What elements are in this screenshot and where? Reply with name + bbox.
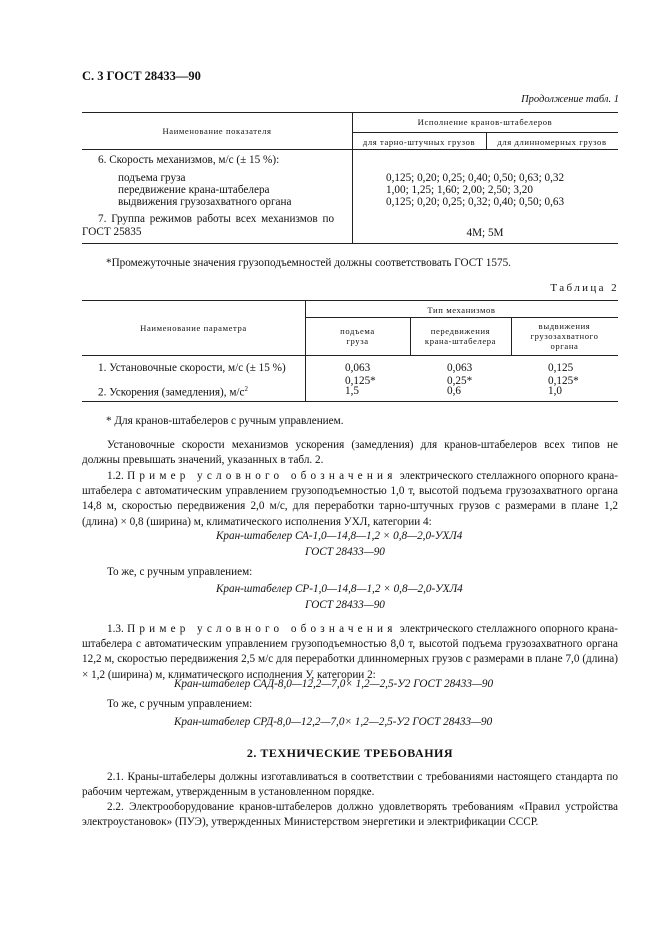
table-2-col-type: Тип механизмов	[427, 305, 496, 315]
clause-text: электрического стеллажного опорного крана-штабелера с автоматическим управлением грузоподъемностью 1,0 т, высотой подъема грузозахватного органа 14,8 м, скоростью передвижения 2,0 м/с, для переработки тарно-штучных грузов с размерами в плане 1,2 (длина) × 0,8 (ширина) м, климатического исполнения УХЛ, категории 4:	[82, 470, 618, 528]
table-1-col-design: Исполнение кранов-штабелеров	[417, 117, 553, 127]
table-1-head-rule	[82, 149, 618, 150]
table-2-row1-extend	[548, 362, 579, 388]
continuation-label: Продолжение табл. 1	[521, 94, 619, 105]
table-1-row6-label: 6. Скорость механизмов, м/с (± 15 %):	[98, 154, 280, 166]
paragraph-2-1: 2.1. Краны-штабелеры должны изготавливаться в соответствии с требованиями настоящего стандарта по рабочим чертежам, утвержденным в установленном порядке.	[82, 771, 618, 799]
table-2-mid-rule	[305, 317, 618, 318]
same-manual-2: То же, с ручным управлением:	[107, 698, 253, 710]
table-2-row1-lift	[345, 362, 376, 388]
table-2-col-extend-line: грузозахватного	[530, 330, 599, 341]
footnote-2: * Для кранов-штабелеров с ручным управлением.	[106, 415, 344, 427]
table-1-bottom-rule	[82, 243, 618, 244]
clause-number: 1.2.	[107, 470, 124, 482]
table-1-col-indicator: Наименование показателя	[162, 126, 272, 136]
table-2-col-extend	[511, 322, 618, 352]
table-1-row6-item-value: 0,125; 0,20; 0,25; 0,32; 0,40; 0,50; 0,63	[386, 196, 565, 208]
paragraph-1-3	[82, 622, 618, 683]
table-2-row2-label	[98, 385, 248, 400]
table-2-col-lift-line: подъема	[340, 326, 375, 336]
table-2-col-param: Наименование параметра	[140, 323, 247, 333]
table-2-head-rule	[82, 355, 618, 356]
spaced-heading: Пример условного обозначения	[127, 470, 397, 482]
table-2-row2-label-text: 2. Ускорения (замедления), м/с	[98, 386, 245, 399]
table-2-value: 0,125*	[548, 374, 579, 387]
table-2-value: 0,125*	[345, 374, 376, 387]
paragraph-1-2	[82, 469, 618, 530]
designation-2-standard: ГОСТ 28433—90	[305, 599, 385, 611]
designation-3: Кран-штабелер САД-8,0—12,2—7,0× 1,2—2,5-У2 ГОСТ 28433—90	[174, 678, 494, 690]
table-1-row6-item-value: 0,125; 0,20; 0,25; 0,40; 0,50; 0,63; 0,32	[386, 172, 565, 184]
spaced-heading: Пример условного обозначения	[127, 623, 397, 635]
designation-1-standard: ГОСТ 28433—90	[305, 546, 385, 558]
table-1-top-rule	[82, 112, 618, 113]
table-1-col-packaged: для тарно-штучных грузов	[362, 137, 476, 147]
paragraph-2-2: 2.2. Электрооборудование кранов-штабелеров должно удовлетворять требованиям «Правил устройства электроустановок» (ПУЭ), утвержденных Министерством энергетики и электрификации СССР.	[82, 801, 618, 829]
paragraph-speeds: Установочные скорости механизмов ускорения (замедления) для кранов-штабелеров всех типов не должны превышать значений, указанных в табл. 2.	[82, 439, 618, 467]
table-1-row6-item-label: передвижение крана-штабелера	[118, 184, 270, 196]
table-2-col-lift-line: груза	[346, 335, 369, 346]
table-1-row7-label-cont: ГОСТ 25835	[82, 226, 142, 238]
table-2-row2-lift: 1,5	[345, 385, 359, 397]
table-1-row6-item-label: подъема груза	[118, 172, 186, 184]
table-1-row7-value: 4М; 5М	[466, 227, 504, 239]
table-2-col-extend-line: выдвижения	[538, 321, 591, 331]
table-2-value: 0,063	[345, 362, 371, 374]
table-2-col-extend-line: органа	[550, 340, 579, 351]
table-2-top-rule	[82, 300, 618, 301]
designation-2: Кран-штабелер СР-1,0—14,8—1,2 × 0,8—2,0-УХЛ4	[216, 583, 463, 595]
table-2-col-travel	[410, 327, 511, 347]
table-2-row1-travel	[447, 362, 472, 388]
footnote-1: *Промежуточные значения грузоподъемностей должны соответствовать ГОСТ 1575.	[106, 257, 511, 269]
table-1-col-rule	[352, 112, 353, 243]
table-2-col-travel-line: крана-штабелера	[424, 335, 497, 346]
table-1-row6-item-label: выдвижения грузозахватного органа	[118, 196, 292, 208]
table-2-row1-label: 1. Установочные скорости, м/с (± 15 %)	[98, 362, 286, 374]
table-1-mid-rule	[352, 132, 618, 133]
table-2-col-lift	[305, 327, 410, 347]
table-2-col-travel-line: передвижения	[430, 326, 491, 336]
clause-text: электрического стеллажного опорного крана-штабелера с автоматическим управлением грузоподъемностью 8,0 т, высотой подъема грузозахватного органа 12,2 м, скоростью передвижения 2,5 м/с для переработки длинномерных грузов с размерами в плане 7,0 (длина) × 1,2 (ширина) м, климатического исполнения У, категории 2:	[82, 623, 618, 681]
designation-4: Кран-штабелер СРД-8,0—12,2—7,0× 1,2—2,5-У2 ГОСТ 28433—90	[174, 716, 493, 728]
clause-number: 1.3.	[107, 623, 124, 635]
page-header: С. 3 ГОСТ 28433—90	[82, 69, 201, 83]
superscript: 2	[244, 385, 249, 393]
table-2-row2-extend: 1,0	[548, 385, 562, 397]
table-2-value: 0,063	[447, 362, 473, 374]
same-manual-1: То же, с ручным управлением:	[107, 566, 253, 578]
table-2-bottom-rule	[82, 401, 618, 402]
table-2-title: Таблица 2	[550, 282, 619, 294]
table-1-col-long: для длинномерных грузов	[497, 137, 607, 147]
designation-1: Кран-штабелер СА-1,0—14,8—1,2 × 0,8—2,0-УХЛ4	[216, 530, 463, 542]
table-2-value: 0,125	[548, 362, 574, 374]
table-1-row6-item-value: 1,00; 1,25; 1,60; 2,00; 2,50; 3,20	[386, 184, 533, 196]
table-1-row7-label: 7. Группа режимов работы всех механизмов по	[98, 213, 335, 225]
section-2-title: 2. ТЕХНИЧЕСКИЕ ТРЕБОВАНИЯ	[246, 746, 454, 760]
table-2-value: 0,25*	[447, 374, 473, 387]
table-2-row2-travel: 0,6	[447, 385, 461, 397]
